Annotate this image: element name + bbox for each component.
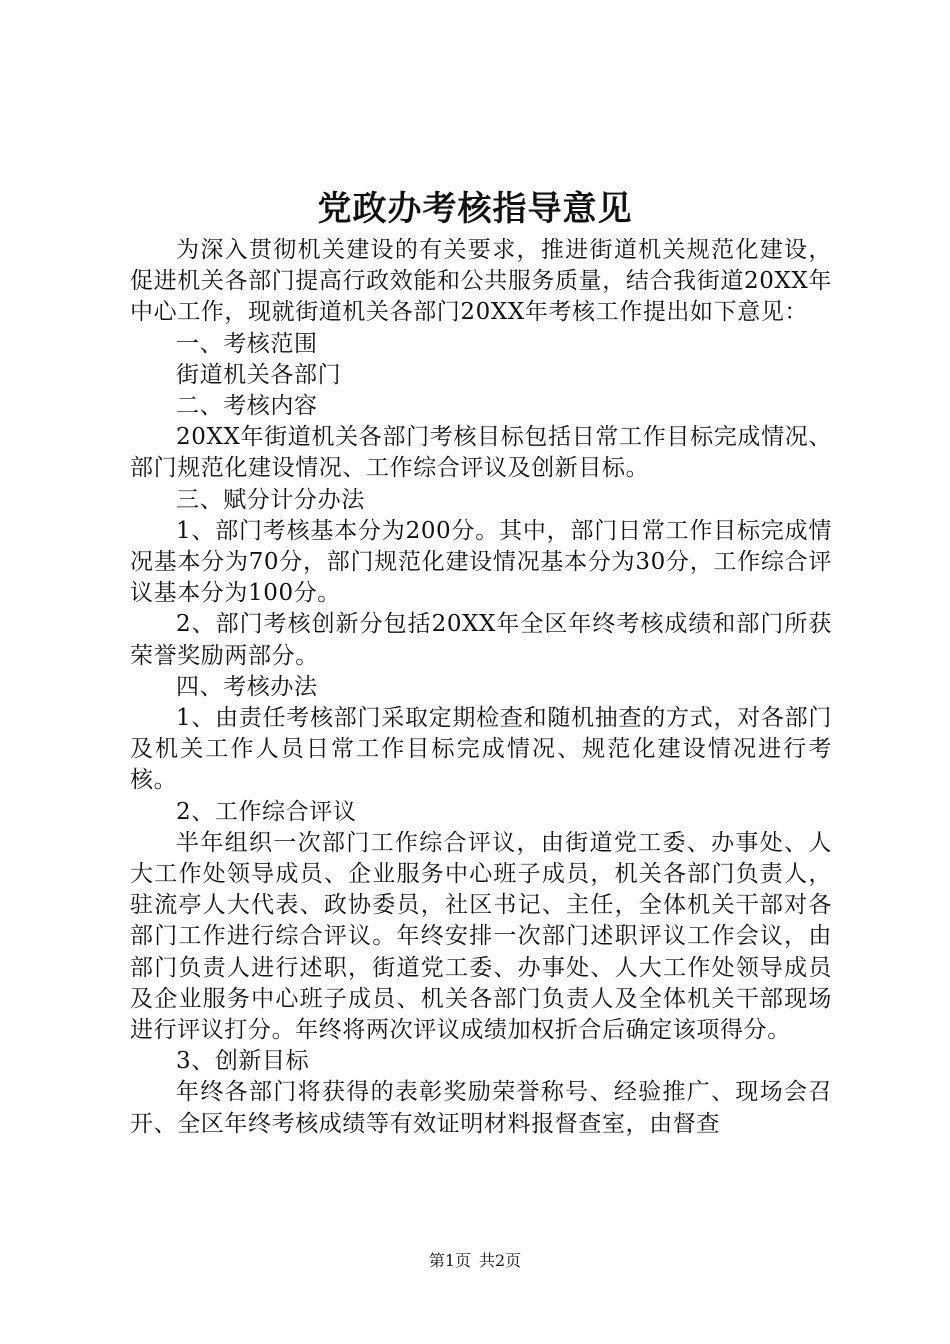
subheading-innovation: 3、创新目标 [176,1048,310,1075]
page-number: 第1页 [428,1251,471,1270]
paragraph-scoring-1: 1、部门考核基本分为200分。其中，部门日常工作目标完成情况基本分为70分，部门规范化建设情况基本分为30分，工作综合评议基本分为100分。 [130,517,832,607]
paragraph-evaluation: 半年组织一次部门工作综合评议，由街道党工委、办事处、人大工作处领导成员、企业服务中心班子成员，机关各部门负责人，驻流亭人大代表、政协委员，社区书记、主任，全体机关干部对各部门工作进行综合评议。年终安排一次部门述职评议工作会议，由部门负责人进行述职，街道党工委、办事处、人大工作处领导成员及企业服务中心班子成员、机关各部门负责人及全体机关干部现场进行评议打分。年终将两次评议成绩加权折合后确定该项得分。 [130,829,832,1044]
paragraph-scope: 街道机关各部门 [176,361,342,388]
subheading-evaluation: 2、工作综合评议 [176,798,357,825]
heading-method: 四、考核办法 [176,673,318,700]
document-title: 党政办考核指导意见 [317,189,633,229]
page-footer [0,1250,950,1272]
paragraph-intro: 为深入贯彻机关建设的有关要求，推进街道机关规范化建设，促进机关各部门提高行政效能和公共服务质量，结合我街道20XX年中心工作，现就街道机关各部门20XX年考核工作提出如下意见： [130,237,832,326]
heading-scope: 一、考核范围 [176,330,318,357]
paragraph-content: 20XX年街道机关各部门考核目标包括日常工作目标完成情况、部门规范化建设情况、工作综合评议及创新目标。 [130,424,832,482]
paragraph-method-1: 1、由责任考核部门采取定期检查和随机抽查的方式，对各部门及机关工作人员日常工作目标完成情况、规范化建设情况进行考核。 [130,705,832,794]
paragraph-scoring-2: 2、部门考核创新分包括20XX年全区年终考核成绩和部门所获荣誉奖励两部分。 [130,611,832,669]
paragraph-innovation: 年终各部门将获得的表彰奖励荣誉称号、经验推广、现场会召开、全区年终考核成绩等有效证明材料报督查室，由督查 [130,1079,832,1137]
document-body [130,235,832,1140]
page-total: 共2页 [479,1251,522,1270]
heading-content: 二、考核内容 [176,393,318,420]
heading-scoring: 三、赋分计分办法 [176,486,365,513]
